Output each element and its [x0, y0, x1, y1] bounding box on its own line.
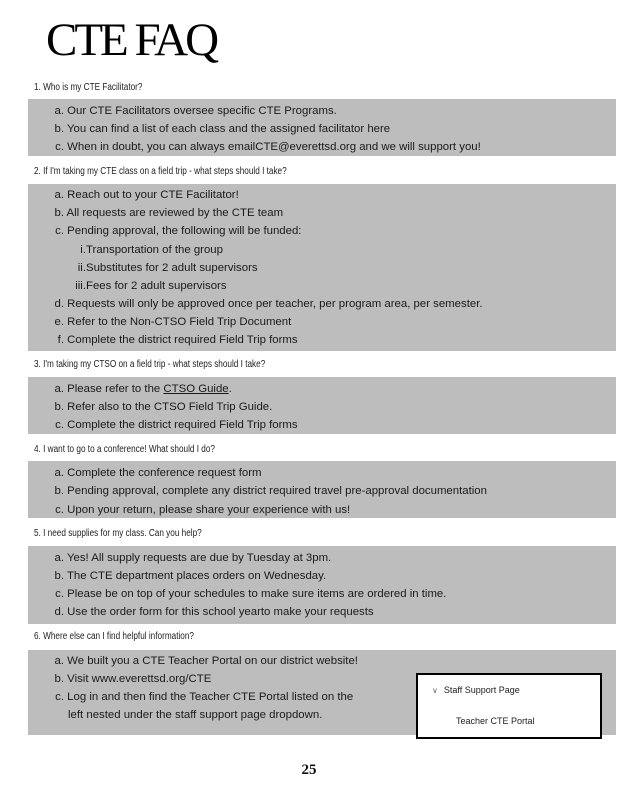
page-title: CTE FAQ	[46, 14, 217, 66]
faq-item: b. All requests are reviewed by the CTE team	[54, 207, 284, 219]
faq-item: a. Reach out to your CTE Facilitator!	[54, 189, 239, 201]
faq-item[interactable]: b. Refer also to the CTSO Field Trip Guide.	[54, 401, 273, 413]
ctso-guide-link[interactable]: CTSO Guide	[163, 383, 229, 395]
faq-question-4: 4. I want to go to a conference! What should I do?	[34, 444, 215, 455]
faq-item-continuation: left nested under the staff support page dropdown.	[68, 709, 323, 721]
faq-question-3: 3. I'm taking my CTSO on a field trip - what steps should I take?	[34, 359, 266, 370]
faq-item[interactable]: e. Refer to the Non-CTSO Field Trip Document	[54, 316, 292, 328]
faq-item: a. We built you a CTE Teacher Portal on our district website!	[54, 655, 358, 667]
faq-item: c. Log in and then find the Teacher CTE Portal listed on the	[55, 691, 354, 703]
faq-item: d. Requests will only be approved once per teacher, per program area, per semester.	[54, 298, 483, 310]
faq-question-2: 2. If I'm taking my CTE class on a field trip - what steps should I take?	[34, 166, 287, 177]
portal-menu-screenshot	[416, 673, 602, 739]
faq-question-5: 5. I need supplies for my class. Can you help?	[34, 528, 202, 539]
page-number: 25	[301, 762, 317, 778]
faq-item[interactable]: c. Complete the district required Field Trip forms	[55, 419, 298, 431]
staff-support-page-menu-item[interactable]: ∨ Staff Support Page	[432, 685, 520, 695]
faq-item[interactable]: d. Use the order form for this school yearto make your requests	[54, 606, 374, 618]
teacher-cte-portal-menu-item[interactable]: Teacher CTE Portal	[456, 716, 535, 726]
faq-item[interactable]: b. Visit www.everettsd.org/CTE	[54, 673, 212, 685]
faq-item[interactable]: a. Complete the conference request form	[54, 467, 262, 479]
faq-item[interactable]: f. Complete the district required Field Trip forms	[57, 334, 298, 346]
faq-subitem: i.Transportation of the group	[80, 244, 223, 256]
faq-subitem: ii.Substitutes for 2 adult supervisors	[77, 262, 258, 274]
faq-subitem: iii.Fees for 2 adult supervisors	[75, 280, 227, 292]
faq-question-1: 1. Who is my CTE Facilitator?	[34, 82, 143, 93]
faq-question-6: 6. Where else can I find helpful information?	[34, 631, 194, 642]
faq-item: a. Yes! All supply requests are due by Tuesday at 3pm.	[54, 552, 332, 564]
faq-item: c. Pending approval, the following will be funded:	[55, 225, 302, 237]
faq-item: b. Pending approval, complete any district required travel pre-approval documentation	[54, 485, 487, 497]
faq-item[interactable]: b. You can find a list of each class and the assigned facilitator here	[54, 123, 391, 135]
faq-item: a. Please refer to the CTSO Guide.	[54, 383, 232, 395]
faq-item: c. Upon your return, please share your experience with us!	[55, 504, 351, 516]
faq-item: b. The CTE department places orders on Wednesday.	[54, 570, 327, 582]
faq-item: c. Please be on top of your schedules to make sure items are ordered in time.	[55, 588, 447, 600]
chevron-down-icon: ∨	[432, 686, 438, 695]
faq-item: a. Our CTE Facilitators oversee specific CTE Programs.	[54, 105, 337, 117]
faq-item[interactable]: c. When in doubt, you can always emailCTE@everettsd.org and we will support you!	[55, 141, 481, 153]
